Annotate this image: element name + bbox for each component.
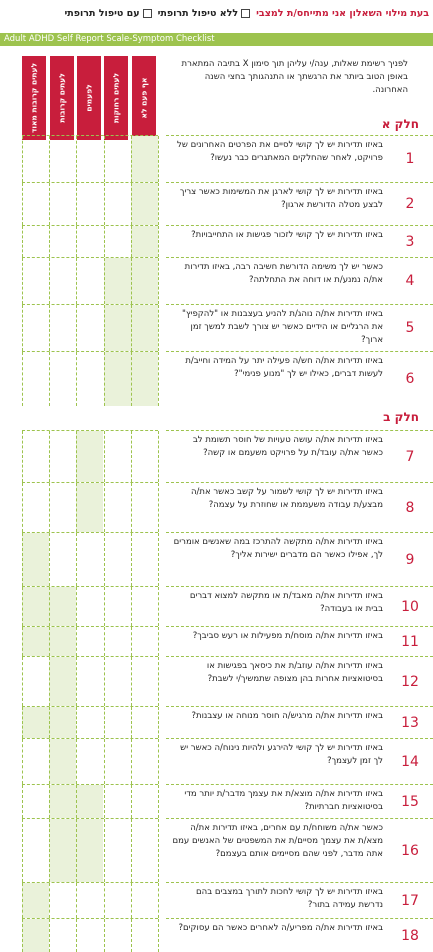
question-row-13 bbox=[166, 706, 433, 738]
answer-cell-11-very-often[interactable] bbox=[22, 627, 49, 656]
column-header-very-often: לעתים קרובות מאוד bbox=[22, 56, 46, 140]
answer-cell-16-rarely[interactable] bbox=[104, 819, 131, 882]
answer-cell-18-rarely[interactable] bbox=[104, 919, 131, 952]
grid-divider bbox=[131, 226, 132, 257]
grid-divider bbox=[22, 627, 23, 656]
question-number: 11 bbox=[401, 633, 419, 650]
answer-cell-11-rarely[interactable] bbox=[104, 627, 131, 656]
grid-divider bbox=[49, 883, 50, 918]
question-number: 6 bbox=[405, 371, 415, 387]
grid-divider bbox=[158, 739, 159, 784]
answer-row-8 bbox=[22, 482, 158, 532]
grid-divider bbox=[22, 533, 23, 586]
answer-cell-14-often[interactable] bbox=[49, 739, 76, 784]
answer-cell-16-very-often[interactable] bbox=[22, 819, 49, 882]
answer-cell-3-sometimes[interactable] bbox=[76, 226, 103, 257]
answer-row-9 bbox=[22, 532, 158, 586]
grid-divider bbox=[76, 431, 77, 482]
answer-cell-15-rarely[interactable] bbox=[104, 785, 131, 818]
grid-divider bbox=[76, 739, 77, 784]
grid-divider bbox=[49, 657, 50, 706]
grid-divider bbox=[22, 785, 23, 818]
question-number: 18 bbox=[401, 927, 419, 944]
question-number: 5 bbox=[405, 320, 415, 336]
answer-cell-10-rarely[interactable] bbox=[104, 587, 131, 626]
question-text: באיזו תדירות יש לך קושי לשמור על קשב כאשר את/ה מבצע/ת עבודה משעממת או שחוזרת על עצמה? bbox=[190, 487, 383, 510]
grid-divider bbox=[22, 657, 23, 706]
grid-divider bbox=[158, 587, 159, 626]
grid-divider bbox=[104, 136, 105, 182]
answer-cell-2-never[interactable] bbox=[131, 183, 158, 225]
column-header-often: לעתים קרובות bbox=[50, 56, 74, 140]
grid-divider bbox=[158, 483, 159, 532]
grid-divider bbox=[49, 533, 50, 586]
answer-cell-9-often[interactable] bbox=[49, 533, 76, 586]
answer-cell-7-very-often[interactable] bbox=[22, 431, 49, 482]
grid-divider bbox=[104, 533, 105, 586]
grid-divider bbox=[131, 136, 132, 182]
grid-divider bbox=[22, 226, 23, 257]
answer-cell-11-sometimes[interactable] bbox=[76, 627, 103, 656]
option-no-medication-label: ללא טיפול תרופתי bbox=[157, 7, 239, 19]
grid-divider bbox=[158, 707, 159, 738]
answer-row-7 bbox=[22, 430, 158, 482]
answer-row-11 bbox=[22, 626, 158, 656]
grid-divider bbox=[104, 785, 105, 818]
question-row-6 bbox=[166, 351, 433, 406]
answer-cell-3-never[interactable] bbox=[131, 226, 158, 257]
answer-cell-2-often[interactable] bbox=[49, 183, 76, 225]
answer-cell-2-rarely[interactable] bbox=[104, 183, 131, 225]
checklist-banner: Adult ADHD Self Report Scale-Symptom Checklist bbox=[0, 33, 433, 46]
grid-divider bbox=[49, 627, 50, 656]
answer-cell-8-rarely[interactable] bbox=[104, 483, 131, 532]
answer-cell-1-very-often[interactable] bbox=[22, 136, 49, 182]
answer-cell-17-very-often[interactable] bbox=[22, 883, 49, 918]
grid-divider bbox=[104, 819, 105, 882]
answer-cell-11-never[interactable] bbox=[131, 627, 158, 656]
answer-cell-10-often[interactable] bbox=[49, 587, 76, 626]
answer-cell-9-sometimes[interactable] bbox=[76, 533, 103, 586]
answer-cell-17-often[interactable] bbox=[49, 883, 76, 918]
question-row-2 bbox=[166, 182, 433, 225]
grid-divider bbox=[131, 657, 132, 706]
grid-divider bbox=[104, 883, 105, 918]
answer-cell-1-rarely[interactable] bbox=[104, 136, 131, 182]
grid-divider bbox=[49, 352, 50, 406]
question-number: 3 bbox=[405, 233, 415, 250]
question-text: באיזו תדירות יש לך קושי להירגע ולהיות נינוח/ה כאשר יש לך זמן לעצמך? bbox=[180, 743, 383, 766]
answer-cell-7-rarely[interactable] bbox=[104, 431, 131, 482]
answer-cell-6-rarely[interactable] bbox=[104, 352, 131, 406]
column-header-rarely: לעתים רחוקות bbox=[104, 56, 128, 140]
grid-divider bbox=[76, 226, 77, 257]
grid-divider bbox=[22, 819, 23, 882]
question-number: 4 bbox=[405, 273, 415, 289]
answer-cell-1-never[interactable] bbox=[131, 136, 158, 182]
grid-divider bbox=[76, 305, 77, 351]
answer-cell-14-rarely[interactable] bbox=[104, 739, 131, 784]
question-text: באיזו תדירות את/ה מתקשה להתרכז במה שאנשים אומרים לך, אפילו כאשר הם מדברים ישירות אליך? bbox=[173, 537, 383, 560]
question-number: 7 bbox=[405, 448, 415, 465]
grid-divider bbox=[104, 305, 105, 351]
question-row-9 bbox=[166, 532, 433, 586]
grid-divider bbox=[76, 183, 77, 225]
grid-divider bbox=[131, 883, 132, 918]
grid-divider bbox=[131, 819, 132, 882]
question-row-18 bbox=[166, 918, 433, 952]
answer-cell-7-never[interactable] bbox=[131, 431, 158, 482]
question-number: 1 bbox=[405, 151, 415, 167]
grid-divider bbox=[22, 739, 23, 784]
question-text: באיזו תדירות את/ה נוהג/ת להניע בעצבנות או "להקפיץ" את הרגליים או הידיים כאשר יש צורך לשבת למשך זמן ארוך? bbox=[182, 309, 383, 345]
grid-divider bbox=[49, 739, 50, 784]
answer-cell-6-sometimes[interactable] bbox=[76, 352, 103, 406]
grid-divider bbox=[158, 785, 159, 818]
question-number: 15 bbox=[401, 793, 419, 810]
grid-divider bbox=[131, 258, 132, 304]
answer-cell-14-never[interactable] bbox=[131, 739, 158, 784]
question-number: 12 bbox=[401, 673, 419, 690]
question-row-1 bbox=[166, 135, 433, 182]
grid-divider bbox=[158, 883, 159, 918]
grid-divider bbox=[131, 785, 132, 818]
answer-cell-3-often[interactable] bbox=[49, 226, 76, 257]
grid-divider bbox=[131, 431, 132, 482]
answer-cell-10-sometimes[interactable] bbox=[76, 587, 103, 626]
question-row-5 bbox=[166, 304, 433, 351]
grid-divider bbox=[49, 785, 50, 818]
grid-divider bbox=[158, 627, 159, 656]
question-text: באיזו תדירות את/ה מוסח/ת מפעילות או רעש סביבך? bbox=[192, 631, 383, 641]
grid-divider bbox=[104, 739, 105, 784]
question-text: כאשר את/ה משוחח/ת עם אחרים, באיזו תדירות את/ה מצא/ת את עצמך מסיים/ת את המשפטים של האנשים עמם אתה מדבר, לפני שהם מסיימים אותם בעצמם? bbox=[172, 823, 383, 859]
part-a-heading: חלק א bbox=[381, 117, 419, 131]
grid-divider bbox=[76, 919, 77, 952]
grid-divider bbox=[49, 587, 50, 626]
answer-row-4 bbox=[22, 257, 158, 304]
answer-cell-14-very-often[interactable] bbox=[22, 739, 49, 784]
question-number: 2 bbox=[405, 196, 415, 212]
grid-divider bbox=[22, 919, 23, 952]
grid-divider bbox=[49, 258, 50, 304]
column-header-never: אף פעם לא bbox=[132, 56, 156, 140]
answer-cell-5-very-often[interactable] bbox=[22, 305, 49, 351]
grid-divider bbox=[22, 305, 23, 351]
answer-cell-13-very-often[interactable] bbox=[22, 707, 49, 738]
grid-divider bbox=[49, 483, 50, 532]
answer-cell-9-rarely[interactable] bbox=[104, 533, 131, 586]
instructions-text: לפניך רשימת שאלות, ענה/י עליהן תוך סימון X בתיבה המתארת באופן הטוב ביותר את הרגשתך או התנהגותך בחצי השנה האחרונה. bbox=[181, 59, 408, 95]
question-number: 9 bbox=[405, 551, 415, 568]
answer-cell-8-sometimes[interactable] bbox=[76, 483, 103, 532]
answer-row-13 bbox=[22, 706, 158, 738]
grid-divider bbox=[76, 483, 77, 532]
answer-cell-8-very-often[interactable] bbox=[22, 483, 49, 532]
grid-divider bbox=[49, 226, 50, 257]
grid-divider bbox=[104, 483, 105, 532]
question-text: באיזו תדירות את/ה מוצא/ת את עצמך מדבר/ת יותר מדי בסיטואציות חברתיות? bbox=[184, 789, 383, 812]
column-header-sometimes: לפעמים bbox=[77, 56, 101, 140]
question-number: 13 bbox=[401, 714, 419, 731]
grid-divider bbox=[22, 352, 23, 406]
question-row-14 bbox=[166, 738, 433, 784]
answer-cell-17-rarely[interactable] bbox=[104, 883, 131, 918]
question-text: באיזו תדירות את/ה עושה טעויות של חוסר תשומת לב כאשר את/ה עובד/ת על פרויקט משעמם או קשה? bbox=[192, 435, 383, 458]
grid-divider bbox=[131, 483, 132, 532]
answer-row-10 bbox=[22, 586, 158, 626]
grid-divider bbox=[131, 533, 132, 586]
grid-divider bbox=[22, 136, 23, 182]
answer-cell-4-never[interactable] bbox=[131, 258, 158, 304]
answer-cell-4-very-often[interactable] bbox=[22, 258, 49, 304]
question-text: באיזו תדירות את/ה מרגיש/ה חוסר מנוחה או עצבנות? bbox=[191, 711, 383, 721]
question-row-10 bbox=[166, 586, 433, 626]
question-text: באיזו תדירות יש לך קושי לארגן את המשימות כאשר צריך לבצע מטלה הדורשת ארגון? bbox=[179, 187, 383, 210]
answer-cell-1-often[interactable] bbox=[49, 136, 76, 182]
answer-cell-12-rarely[interactable] bbox=[104, 657, 131, 706]
answer-cell-12-sometimes[interactable] bbox=[76, 657, 103, 706]
grid-divider bbox=[131, 707, 132, 738]
answer-cell-13-never[interactable] bbox=[131, 707, 158, 738]
grid-divider bbox=[131, 305, 132, 351]
answer-cell-15-often[interactable] bbox=[49, 785, 76, 818]
grid-divider bbox=[158, 919, 159, 952]
answer-row-18 bbox=[22, 918, 158, 952]
grid-divider bbox=[76, 707, 77, 738]
grid-divider bbox=[76, 785, 77, 818]
grid-divider bbox=[158, 819, 159, 882]
answer-row-3 bbox=[22, 225, 158, 257]
answer-cell-17-never[interactable] bbox=[131, 883, 158, 918]
option-no-medication[interactable] bbox=[158, 8, 251, 19]
answer-row-14 bbox=[22, 738, 158, 784]
question-row-3 bbox=[166, 225, 433, 257]
question-row-12 bbox=[166, 656, 433, 706]
answer-cell-11-often[interactable] bbox=[49, 627, 76, 656]
answer-cell-6-often[interactable] bbox=[49, 352, 76, 406]
answer-cell-2-very-often[interactable] bbox=[22, 183, 49, 225]
answer-cell-13-often[interactable] bbox=[49, 707, 76, 738]
answer-cell-14-sometimes[interactable] bbox=[76, 739, 103, 784]
grid-divider bbox=[131, 587, 132, 626]
grid-divider bbox=[104, 707, 105, 738]
grid-divider bbox=[76, 352, 77, 406]
grid-divider bbox=[76, 258, 77, 304]
grid-divider bbox=[158, 258, 159, 304]
answer-row-17 bbox=[22, 882, 158, 918]
grid-divider bbox=[158, 226, 159, 257]
question-number: 17 bbox=[401, 892, 419, 909]
question-text: באיזו תדירות את/ה מפריע/ה לאחרים כאשר הם עסוקים? bbox=[178, 923, 383, 933]
grid-divider bbox=[104, 627, 105, 656]
answer-cell-10-never[interactable] bbox=[131, 587, 158, 626]
question-text: באיזו תדירות את/ה מאבד/ת או מתקשה למצוא דברים בבית או בעבודה? bbox=[189, 591, 383, 614]
grid-divider bbox=[131, 352, 132, 406]
answer-cell-5-rarely[interactable] bbox=[104, 305, 131, 351]
answer-cell-9-very-often[interactable] bbox=[22, 533, 49, 586]
grid-divider bbox=[158, 183, 159, 225]
grid-divider bbox=[158, 533, 159, 586]
answer-cell-1-sometimes[interactable] bbox=[76, 136, 103, 182]
grid-divider bbox=[22, 483, 23, 532]
answer-cell-10-very-often[interactable] bbox=[22, 587, 49, 626]
checkbox-no-medication[interactable] bbox=[241, 9, 250, 18]
answer-cell-6-never[interactable] bbox=[131, 352, 158, 406]
grid-divider bbox=[158, 431, 159, 482]
answer-row-6 bbox=[22, 351, 158, 406]
answer-cell-16-never[interactable] bbox=[131, 819, 158, 882]
grid-divider bbox=[76, 587, 77, 626]
grid-divider bbox=[104, 657, 105, 706]
grid-divider bbox=[104, 919, 105, 952]
answer-cell-18-never[interactable] bbox=[131, 919, 158, 952]
answer-row-16 bbox=[22, 818, 158, 882]
answer-cell-4-sometimes[interactable] bbox=[76, 258, 103, 304]
grid-divider bbox=[131, 183, 132, 225]
question-row-8 bbox=[166, 482, 433, 532]
question-number: 14 bbox=[401, 753, 419, 770]
answer-cell-8-never[interactable] bbox=[131, 483, 158, 532]
question-number: 16 bbox=[401, 842, 419, 859]
answer-cell-13-sometimes[interactable] bbox=[76, 707, 103, 738]
grid-divider bbox=[49, 305, 50, 351]
answer-cell-2-sometimes[interactable] bbox=[76, 183, 103, 225]
question-row-15 bbox=[166, 784, 433, 818]
grid-divider bbox=[104, 587, 105, 626]
answer-cell-9-never[interactable] bbox=[131, 533, 158, 586]
answer-cell-4-often[interactable] bbox=[49, 258, 76, 304]
question-number: 10 bbox=[401, 598, 419, 615]
answer-cell-15-very-often[interactable] bbox=[22, 785, 49, 818]
question-text: באיזו תדירות יש לך קושי לזכור פגישות או התחייבויות? bbox=[191, 230, 383, 240]
grid-divider bbox=[22, 707, 23, 738]
question-text: באיזו תדירות את/ה חש/ה פעילה יתר על המידה וחייב/ת לעשות דברים, כאילו יש לך "מנוע פנימי"? bbox=[185, 356, 383, 379]
grid-divider bbox=[76, 136, 77, 182]
answer-cell-12-often[interactable] bbox=[49, 657, 76, 706]
answer-cell-15-never[interactable] bbox=[131, 785, 158, 818]
grid-divider bbox=[104, 258, 105, 304]
answer-cell-3-rarely[interactable] bbox=[104, 226, 131, 257]
answer-cell-15-sometimes[interactable] bbox=[76, 785, 103, 818]
grid-divider bbox=[131, 627, 132, 656]
grid-divider bbox=[49, 431, 50, 482]
part-b-heading: חלק ב bbox=[383, 410, 419, 424]
answer-cell-5-sometimes[interactable] bbox=[76, 305, 103, 351]
question-text: באיזו תדירות יש לך קושי לחכות לתורך במצבים בהם נדרשת עמידה בתור? bbox=[196, 887, 383, 910]
answer-cell-8-often[interactable] bbox=[49, 483, 76, 532]
question-text: באיזו תדירות את/ה עוזב/ת את כיסאך בפגישות או בסיטואציות אחרות בהן מצופה שתמשיך/י לשבת? bbox=[206, 661, 383, 684]
answer-row-1 bbox=[22, 135, 158, 182]
answer-grid bbox=[22, 0, 158, 952]
grid-divider bbox=[104, 183, 105, 225]
grid-divider bbox=[104, 352, 105, 406]
answer-cell-6-very-often[interactable] bbox=[22, 352, 49, 406]
grid-divider bbox=[158, 657, 159, 706]
answer-cell-3-very-often[interactable] bbox=[22, 226, 49, 257]
grid-divider bbox=[49, 183, 50, 225]
grid-divider bbox=[131, 919, 132, 952]
answer-cell-5-often[interactable] bbox=[49, 305, 76, 351]
answer-cell-16-often[interactable] bbox=[49, 819, 76, 882]
answer-cell-17-sometimes[interactable] bbox=[76, 883, 103, 918]
question-row-16 bbox=[166, 818, 433, 882]
answer-row-5 bbox=[22, 304, 158, 351]
grid-divider bbox=[22, 183, 23, 225]
question-number: 8 bbox=[405, 499, 415, 516]
question-row-11 bbox=[166, 626, 433, 656]
answer-cell-5-never[interactable] bbox=[131, 305, 158, 351]
question-text: כאשר יש לך משימה הדורשת חשיבה רבה, באיזו תדירות את/ה נמנע/ת או דוחה את התחלתה? bbox=[184, 262, 383, 285]
question-row-4 bbox=[166, 257, 433, 304]
answer-cell-12-very-often[interactable] bbox=[22, 657, 49, 706]
treatment-options-lead: בעת מילוי השאלון אני מתייחס/ת למצבי bbox=[256, 7, 429, 19]
grid-divider bbox=[49, 707, 50, 738]
answer-cell-12-never[interactable] bbox=[131, 657, 158, 706]
grid-divider bbox=[49, 819, 50, 882]
grid-divider bbox=[104, 226, 105, 257]
grid-divider bbox=[49, 919, 50, 952]
grid-divider bbox=[104, 431, 105, 482]
question-row-17 bbox=[166, 882, 433, 918]
grid-divider bbox=[158, 352, 159, 406]
grid-divider bbox=[76, 819, 77, 882]
grid-divider bbox=[49, 136, 50, 182]
question-text: באיזו תדירות יש לך קושי לסיים את הפרטים האחרונים של פרויקט, לאחר שהחלקים המאתגרים כבר נעשו? bbox=[177, 140, 383, 163]
answer-cell-4-rarely[interactable] bbox=[104, 258, 131, 304]
grid-divider bbox=[76, 657, 77, 706]
grid-divider bbox=[76, 627, 77, 656]
grid-divider bbox=[76, 883, 77, 918]
option-with-medication-label: עם טיפול תרופתי bbox=[64, 7, 140, 19]
grid-divider bbox=[22, 431, 23, 482]
answer-row-12 bbox=[22, 656, 158, 706]
answer-cell-7-sometimes[interactable] bbox=[76, 431, 103, 482]
grid-divider bbox=[158, 136, 159, 182]
grid-divider bbox=[22, 258, 23, 304]
grid-divider bbox=[22, 883, 23, 918]
answer-row-15 bbox=[22, 784, 158, 818]
grid-divider bbox=[22, 587, 23, 626]
answer-cell-13-rarely[interactable] bbox=[104, 707, 131, 738]
answer-cell-18-often[interactable] bbox=[49, 919, 76, 952]
grid-divider bbox=[76, 533, 77, 586]
grid-divider bbox=[131, 739, 132, 784]
answer-cell-16-sometimes[interactable] bbox=[76, 819, 103, 882]
grid-divider bbox=[158, 305, 159, 351]
answer-cell-7-often[interactable] bbox=[49, 431, 76, 482]
answer-cell-18-very-often[interactable] bbox=[22, 919, 49, 952]
answer-cell-18-sometimes[interactable] bbox=[76, 919, 103, 952]
answer-row-2 bbox=[22, 182, 158, 225]
question-row-7 bbox=[166, 430, 433, 482]
